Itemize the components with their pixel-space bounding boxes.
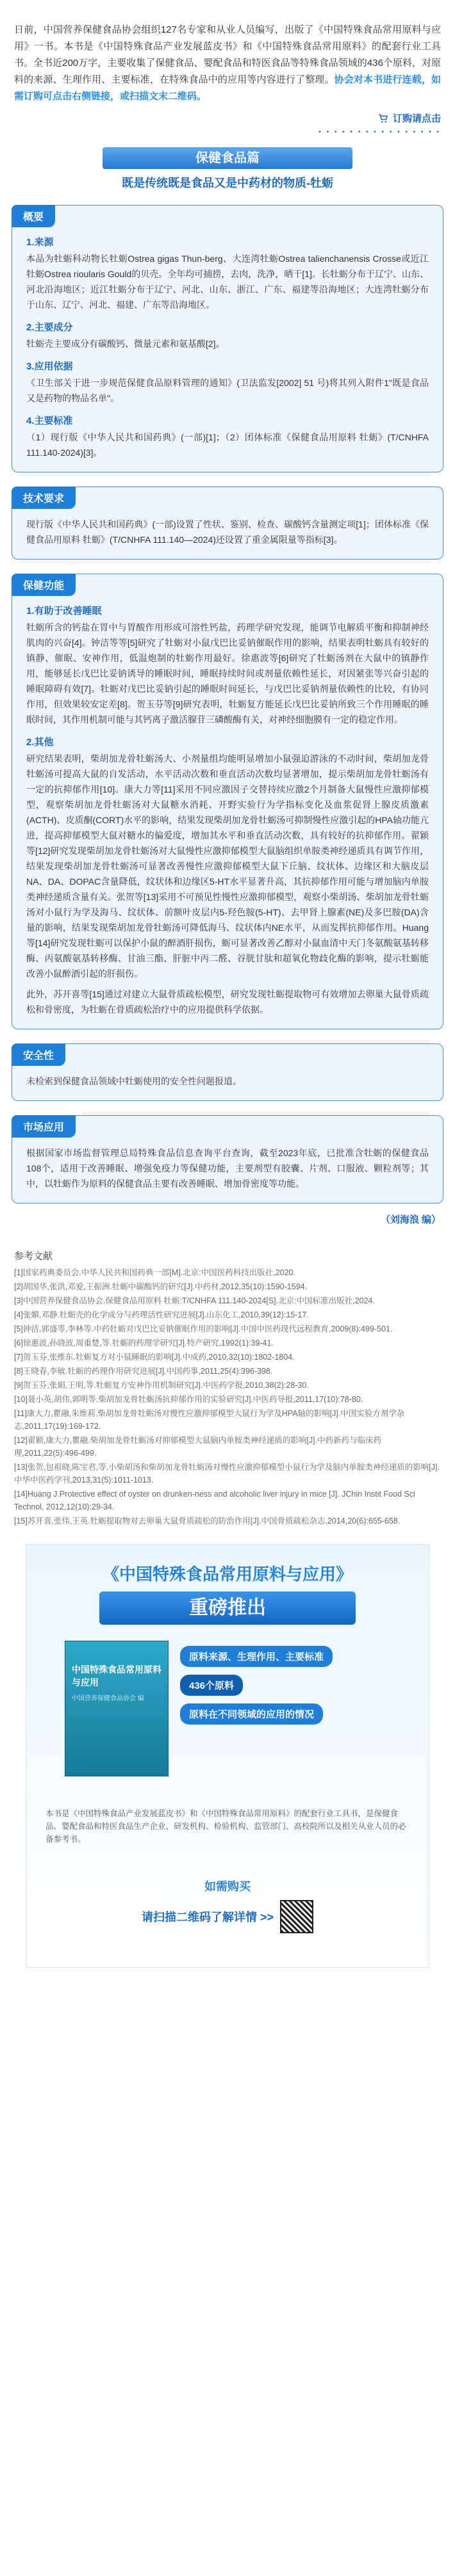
promo-buy-text: 如需购买: [204, 1880, 251, 1893]
promo-banner: 重磅推出: [99, 1591, 356, 1625]
promo-qr-row[interactable]: [26, 1900, 429, 1933]
intro-highlight: 协会对本书进行连载，如需订购可点击右侧链接，或扫描文末二维码。: [14, 74, 441, 102]
other-text: 研究结果表明，柴胡加龙骨牡蛎汤大、小剂量组均能明显增加小鼠强迫游泳的不动时间，柴胡加龙骨牡蛎汤可提高大鼠的自发活动，水平活动次数和垂直活动次数均显著增加，提示柴胡加龙骨牡蛎汤有一定的抗抑郁作用[10]。康大力等[11]采用不同应激因子交替持续应激2个月制备大鼠慢性应激抑郁模型，观察柴胡加龙骨牡蛎汤对大鼠糖水消耗、开野实验行为学指标变化及血浆促肾上腺皮质激素(ACTH)、皮质酮(CORT)水平的影响，结果发现柴胡加龙骨牡蛎汤可抑制慢性应激引起的HPA轴功能亢进，提高抑郁模型大鼠对糖水的偏爱度，增加其水平和垂直活动次数，具有较好的抗抑郁作用。翟颖等[12]研究发现柴胡加龙骨牡蛎汤对大鼠慢性应激抑郁模型大鼠脑组织单胺类神经递质具有调节作用，结果发现柴胡加龙骨牡蛎汤可显著改善慢性应激抑郁模型大鼠下丘脑、纹状体、边缘区和大脑皮层NA、DA、DOPAC含量降低，纹状体和边缘区5-HT水平显著升高，其抗抑郁作用可能与增加脑内单胺类神经递质含量有关。张贺等[13]采用不可预见性慢性应激抑郁模型，观察小柴胡汤、柴胡加龙骨牡蛎汤对小鼠行为学及海马、纹状体、前额叶皮层内5-羟色胺(5-HT)、去甲肾上腺素(NE)及多巴胺(DA)含量的影响，结果发现柴胡加龙骨牡蛎汤可降低海马、纹状体内NE水平，从而发挥抗抑郁作用。Huang等[14]研究发现牡蛎可以保护小鼠的醉酒肝损伤，蛎可显著改善乙醇对小鼠血清中天门冬氨酸氨基转移酶、丙氨酸氨基转移酶、甘油三酯、肝脏中丙二醛、谷胱甘肽和超氧化物歧化酶的影响，提示牡蛎能改善小鼠醉酒引起的肝损伤。: [26, 753, 429, 979]
other-heading: 2.其他: [26, 737, 54, 748]
ref-item: [9]贺玉芬,张娟,王明,等.牡蛎复方安神作用机制研究[J].中医药学报,2010,38(2):28-30.: [14, 1381, 309, 1390]
basis-text: 《卫生部关于进一步规范保健食品原料管理的通知》(卫法监发[2002] 51 号)将其列入附件1"既是食品又是药物的物品名单"。: [26, 378, 429, 403]
ref-item: [13]张贺,包祖晓,陈宝君,等.小柴胡汤和柴胡加龙骨牡蛎汤对慢性应激抑郁模型小鼠行为学及脑内单胺类神经递质的影响[J].中华中医药学刊,2013,31(5):1011-1013.: [14, 1463, 440, 1485]
market-tag: 市场应用: [12, 1115, 76, 1138]
tech-tag: 技术要求: [12, 487, 76, 509]
tech-card: [12, 487, 443, 559]
book-cover: [65, 1641, 169, 1776]
source-heading: 1.来源: [26, 237, 54, 248]
ref-item: [3]中国营养保健食品协会.保健食品用原料 牡蛎:T/CNHFA 111.140-2024[S].北京:中国标准出版社,2024.: [14, 1296, 375, 1305]
ref-item: [11]康大力,瞿融,朱维莉.柴胡加龙骨牡蛎汤对慢性应激抑郁模型大鼠行为学及HPA轴的影响[J].中国实验方剂学杂志,2011,17(19):169-172.: [14, 1409, 405, 1431]
ref-item: [10]聂小英,胡伟,郭明等.柴胡加龙骨牡蛎汤抗抑郁作用的实验研究[J].中医药导报,2011,17(10):78-80.: [14, 1395, 363, 1404]
overview-card: [12, 205, 443, 472]
safety-text: 未检索到保健食品领域中牡蛎使用的安全性问题报道。: [26, 1076, 242, 1086]
ref-item: [2]胡国华,张洪,邓爱,王振洲.牡蛎中碳酸钙的研究[J].中药材,2012,35(10):1590-1594.: [14, 1282, 308, 1291]
effects-card: [12, 574, 443, 1029]
ref-item: [6]徐惠波,孙晓波,周重楚,等.牡蛎的药理学研究[J].特产研究,1992(1):39-41.: [14, 1339, 274, 1348]
market-card: [12, 1115, 443, 1203]
divider-dots: • • • • • • • • • • • • • • • •: [318, 129, 441, 136]
article-page: [0, 22, 455, 2576]
promo-title: 《中国特殊食品常用原料与应用》: [102, 1565, 352, 1584]
order-link[interactable]: [0, 111, 441, 125]
sleep-heading: 1.有助于改善睡眠: [26, 606, 102, 616]
section-banner: 保健食品篇: [103, 147, 352, 169]
standards-text: （1）现行版《中华人民共和国药典》(一部)[1]；（2）团体标准《保健食品用原料 牡蛎》(T/CNHFA 111.140-2024)[3]。: [26, 432, 429, 458]
ref-item: [7]贺玉芬,张维东.牡蛎复方对小鼠睡眠的影响[J].中成药,2010,32(10):1802-1804.: [14, 1353, 295, 1362]
overview-tag: 概要: [12, 205, 55, 227]
refs-list: [14, 1266, 441, 1527]
feature-item: 原料在不同领域的应用的情况: [180, 1703, 323, 1725]
ref-item: [15]苏开喜,张伟,王英.牡蛎提取物对去卵巢大鼠骨质疏松的防治作用[J].中国骨质疏松杂志,2014,20(6):655-658.: [14, 1517, 401, 1525]
safety-card: [12, 1043, 443, 1101]
basis-heading: 3.应用依据: [26, 361, 73, 372]
promo-features: [180, 1646, 333, 1725]
ref-item: [8]王晓春,李敏.牡蛎的药理作用研究进展[J].中国药事,2011,25(4):396-398.: [14, 1367, 273, 1376]
ref-item: [4]张媚,邓静.牡蛎壳的化学成分与药理活性研究进展[J].山东化工,2010,39(12):15-17.: [14, 1310, 309, 1319]
article-subtitle: 既是传统既是食品又是中药材的物质-牡蛎: [122, 177, 333, 189]
ref-item: [5]钟洁,郭盛等,李林等.中药牡蛎对戊巴比妥钠催眠作用的影响[J].中国中医药现代远程教育,2009(8):499-501.: [14, 1324, 393, 1333]
composition-heading: 2.主要成分: [26, 322, 73, 333]
safety-tag: 安全性: [12, 1043, 65, 1066]
ref-item: [12]翟颖,康大力,瞿融.柴胡加龙骨牡蛎汤对抑郁模型大鼠脑内单胺类神经递质的影响[J].中药新药与临床药理,2011,22(5):496-499.: [14, 1436, 381, 1458]
other-text-2: 此外，苏开喜等[15]通过对建立大鼠骨质疏松模型，研究发现牡蛎提取物可有效增加去卵巢大鼠骨质疏松和骨密度，为牡蛎在骨质疏松治疗中的应用提供科学依据。: [26, 989, 429, 1015]
cart-icon: [377, 113, 389, 124]
promo-description: 本书是《中国特殊食品产业发展蓝皮书》和《中国特殊食品常用原料》的配套行业工具书，是保健食品、婴配食品和特医食品生产企业、研发机构、检验机构、监管部门、高校院所以及相关从业人员的必备参考书。: [46, 1809, 406, 1844]
source-text: 本品为牡蛎科动物长牡蛎Ostrea gigas Thun-berg、大连湾牡蛎Ostrea talienchanensis Crosse或近江牡蛎Ostrea rioularis Gould的贝壳。全年均可捕捞，去肉，洗净，晒干[1]。长牡蛎分布于辽宁、山东、河北沿海地区；近江牡蛎分布于辽宁、河北、山东、浙江、广东、福建等沿海地区；大连湾牡蛎分布于山东、辽宁、河北、福建、广东等沿海地区。: [26, 254, 429, 310]
tech-text: 现行版《中华人民共和国药典》(一部)设置了性状、鉴别、检查、碳酸钙含量测定项[1]；团体标准《保健食品用原料 牡蛎》(T/CNHFA 111.140—2024)还设置了重金属限量等指标[3]。: [26, 519, 429, 545]
ref-item: [1]国家药典委员会.中华人民共和国药典一部[M].北京:中国医药科技出版社,2020.: [14, 1268, 295, 1277]
book-cover-sub: 中国营养保健食品协会 编: [72, 1695, 144, 1702]
qr-code-icon[interactable]: [280, 1900, 313, 1933]
market-text: 根据国家市场监督管理总局特殊食品信息查询平台查询，截至2023年底，已批准含牡蛎的保健食品108个，适用于改善睡眠、增强免疫力等保健功能，主要剂型有胶囊、片剂、口服液、颗粒剂等；其中，以牡蛎作为原料的保健食品主要有改善睡眠、增加骨密度等功能。: [26, 1148, 429, 1189]
book-promo[interactable]: [26, 1544, 429, 1968]
intro-text: 日前，中国营养保健食品协会组织127名专家和从业人员编写，出版了《中国特殊食品常用原料与应用》一书。本书是《中国特殊食品产业发展蓝皮书》和《中国特殊食品常用原料》的配套行业工具书。全书近200万字，主要收集了保健食品、婴配食品和特医食品等特殊食品领域的436个原料，对原料的来源、生理作用、主要标准，在特殊食品中的应用等内容进行了整理。: [14, 24, 441, 85]
refs-title: 参考文献: [14, 1251, 53, 1262]
order-link-label[interactable]: 订购请点击: [392, 113, 441, 124]
ref-item: [14]Huang J.Protective effect of oyster on drunken-ness and alcoholic liver injury in mice [J]. JChin Instit Food Sci Technol, 2012,12(10):29-34.: [14, 1490, 415, 1511]
intro-paragraph: [14, 22, 441, 105]
effects-tag: 保健功能: [12, 574, 76, 596]
composition-text: 牡蛎壳主要成分有碳酸钙、微量元素和氨基酸[2]。: [26, 339, 225, 349]
feature-item: 原料来源、生理作用、主要标准: [180, 1646, 333, 1667]
qr-prompt: 请扫描二维码了解详情 >>: [141, 1911, 274, 1924]
standards-heading: 4.主要标准: [26, 415, 73, 426]
editor-credit: （刘海浪 编）: [380, 1214, 441, 1225]
feature-item: 436个原料: [180, 1675, 243, 1696]
sleep-text: 牡蛎所含的钙盐在胃中与胃酸作用形成可溶性钙盐，药理学研究发现，能调节电解质平衡和抑制神经肌肉的兴奋[4]。钟洁等等[5]研究了牡蛎对小鼠戊巴比妥钠催眠作用的影响，结果表明牡蛎具有较好的镇静、催眠、安神作用，低温炮制的牡蛎作用最好。徐惠波等[6]研究了牡蛎汤剂在大鼠中的镇静作用，能够延长戊巴比妥钠诱导的睡眠时间，睡眠持续时间或剂量依赖性延长，对因紧张等兴奋引起的睡眠障碍有效[7]。牡蛎对戊巴比妥钠引起的睡眠时间延长，与戊巴比妥钠剂量依赖性的比较，有协同作用，但效果较安定差[8]。贺玉芬等[9]研究表明，牡蛎复方能延长戊巴比妥钠所致三个作用睡眠的睡眠时间，其作用机制可能与其钙离子激活腺苷三磷酸酶有关，对神经细胞膜有一定的稳定作用。: [26, 622, 429, 725]
book-cover-title: 中国特殊食品常用原料与应用: [72, 1664, 161, 1687]
